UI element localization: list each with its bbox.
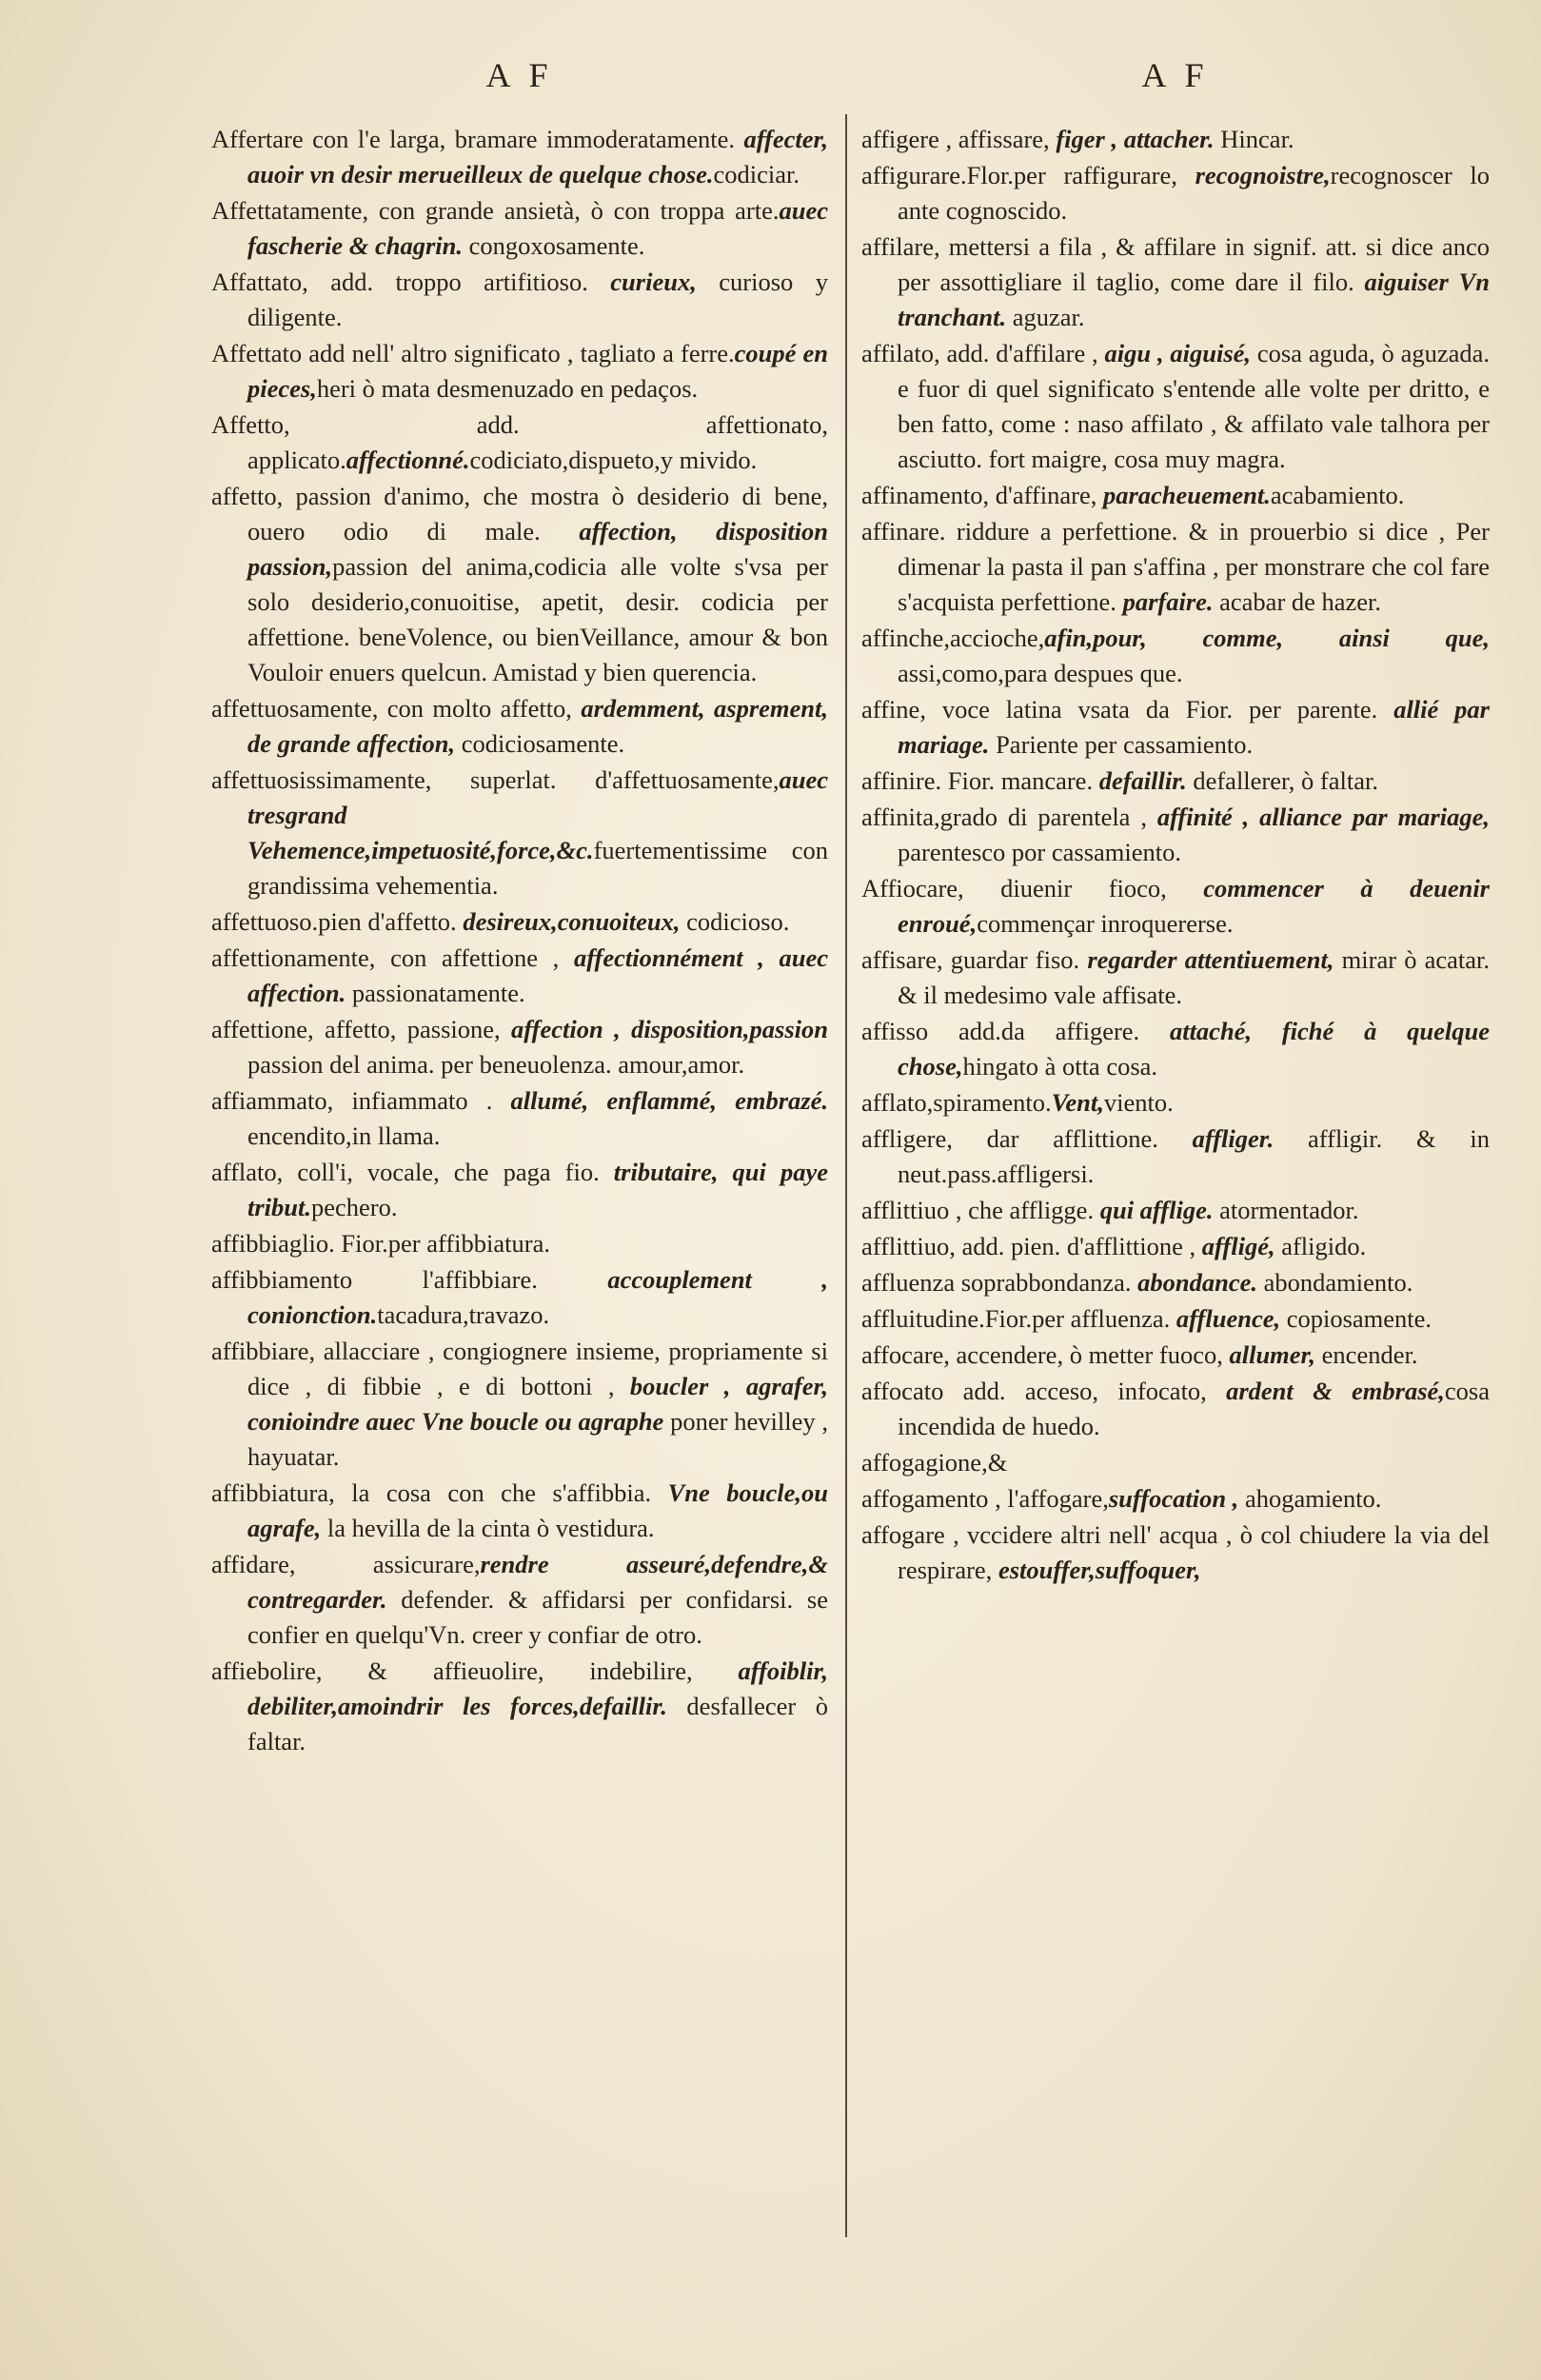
entry-headword: affogamento <box>861 1484 989 1513</box>
entry-spanish-gloss: codicioso. <box>680 907 790 936</box>
entry-definition: , dar afflittione. <box>946 1124 1193 1153</box>
entry-spanish-gloss: ahogamiento. <box>1238 1484 1382 1513</box>
dictionary-entry <box>861 1481 1490 1517</box>
entry-headword: affiammato <box>211 1086 327 1115</box>
entry-spanish-gloss: codiciosamente. <box>455 729 625 758</box>
entry-french-gloss: qui afflige. <box>1099 1196 1214 1224</box>
entry-definition: .pien d'affetto. <box>311 907 464 936</box>
dictionary-entry <box>211 1334 828 1475</box>
dictionary-entry <box>211 1012 828 1082</box>
entry-definition: ,accioche, <box>943 624 1045 652</box>
entry-spanish-gloss: acabar de hazer. <box>1213 587 1382 616</box>
entry-spanish-gloss: parentesco por cassamiento. <box>898 838 1182 866</box>
entry-french-gloss: accouplement , conionction. <box>247 1265 828 1329</box>
entry-french-gloss: defaillir. <box>1098 766 1187 795</box>
entry-definition: , la cosa con che s'affibbia. <box>328 1478 668 1507</box>
entry-french-gloss: affectionné. <box>346 446 470 474</box>
entry-spanish-gloss: hingato à otta cosa. <box>962 1052 1158 1081</box>
entry-spanish-gloss: pechero. <box>311 1193 398 1221</box>
entry-headword: Affettato <box>211 339 303 367</box>
entry-definition: , con affettione , <box>368 943 574 972</box>
entry-french-gloss: affection, disposition passion, <box>247 517 828 581</box>
entry-spanish-gloss: mirar ò acatar. & il medesimo vale affisate. <box>898 945 1490 1009</box>
entry-headword: affigurare <box>861 161 960 189</box>
entry-spanish-gloss: passion del anima. per beneuolenza. amour,amor. <box>247 1050 745 1079</box>
dictionary-entry <box>861 158 1490 228</box>
dictionary-entry <box>861 1265 1490 1300</box>
entry-headword: affinche <box>861 624 944 652</box>
dictionary-entry <box>211 1226 828 1261</box>
entry-french-gloss: affection , disposition,passion <box>511 1015 829 1043</box>
entry-headword: afflato <box>211 1158 277 1186</box>
dictionary-entry <box>861 478 1490 513</box>
entry-definition: . Fior. mancare. <box>935 766 1099 795</box>
entry-headword: affilato <box>861 339 935 367</box>
entry-spanish-gloss: abondamiento. <box>1257 1268 1413 1297</box>
entry-french-gloss: aigu , aiguisé, <box>1104 339 1252 367</box>
entry-french-gloss: tributaire, qui paye tribut. <box>247 1158 828 1221</box>
entry-spanish-gloss: codiciato,dispueto,y mivido. <box>469 446 758 474</box>
entry-headword: Affetto <box>211 410 285 439</box>
entry-french-gloss: allumer, <box>1229 1340 1316 1369</box>
entry-headword: affibbiamento <box>211 1265 353 1294</box>
left-column-header: A F <box>485 56 554 94</box>
entry-spanish-gloss: la hevilla de la cinta ò vestidura. <box>321 1514 655 1542</box>
entry-definition: , passion d'animo, che mostra ò desiderio di bene, ouero odio di male. <box>247 482 828 545</box>
entry-french-gloss: paracheuement. <box>1102 481 1271 509</box>
dictionary-entry <box>861 871 1490 942</box>
entry-french-gloss: Vent, <box>1051 1088 1104 1117</box>
entry-definition: ,grado di parentela , <box>934 803 1157 831</box>
dictionary-entry <box>861 1445 1490 1480</box>
dictionary-entry <box>211 1547 828 1653</box>
dictionary-entry <box>211 336 828 407</box>
entry-french-gloss: recognoistre, <box>1195 161 1331 189</box>
entry-spanish-gloss: passionatamente. <box>346 979 525 1007</box>
entry-french-gloss: aiguiser Vn tranchant. <box>898 268 1490 331</box>
entry-headword: affettuosamente <box>211 694 372 723</box>
entry-definition: , diuenir fioco, <box>958 874 1204 902</box>
entry-spanish-gloss: cosa aguda, ò aguzada. e fuor di quel significato s'entende alle volte per dritto, e ben fatto, come : naso affilato , & affilato vale talhora per asciutto. fort maigre, cosa muy magra. <box>898 339 1491 473</box>
entry-definition: , con molto affetto, <box>371 694 582 723</box>
dictionary-entry <box>861 1193 1490 1228</box>
entry-headword: affogagione <box>861 1448 982 1477</box>
entry-spanish-gloss: poner hevilley , hayuatar. <box>247 1407 829 1471</box>
entry-definition: add nell' altro significato , tagliato a ferre. <box>302 339 735 367</box>
entry-french-gloss: figer , attacher. <box>1056 125 1215 153</box>
dictionary-entry <box>211 691 828 762</box>
dictionary-entry <box>861 1085 1490 1121</box>
entry-french-gloss: allié par mariage. <box>898 695 1490 759</box>
entry-french-gloss: parfaire. <box>1122 587 1214 616</box>
entry-french-gloss: affligé, <box>1201 1232 1275 1260</box>
entry-french-gloss: rendre asseuré,defendre,& contregarder. <box>247 1550 828 1614</box>
entry-definition: , voce latina vsata da Fior. per parente. <box>919 695 1394 724</box>
dictionary-entry <box>211 193 828 264</box>
entry-definition: , coll'i, vocale, che paga fio. <box>276 1158 614 1186</box>
entry-headword: affettuoso <box>211 907 312 936</box>
entry-definition: con l'e larga, bramare immoderatamente. <box>303 125 744 153</box>
entry-definition: , affissare, <box>938 125 1057 153</box>
dictionary-entry <box>861 1517 1490 1588</box>
entry-headword: afflittiuo <box>861 1196 950 1224</box>
dictionary-entry <box>211 265 828 335</box>
entry-headword: affilare <box>861 232 935 261</box>
dictionary-entry <box>861 1301 1490 1337</box>
entry-headword: afflato <box>861 1088 927 1117</box>
dictionary-entry <box>861 1121 1490 1192</box>
entry-definition: . riddure a perfettione. & in prouerbio si dice , Per dimenar la pasta il pan s'affina , per monstrare che col fare s'acquista perfettione. <box>898 517 1490 616</box>
entry-spanish-gloss: congoxosamente. <box>463 231 645 260</box>
entry-spanish-gloss: tacadura,travazo. <box>377 1300 550 1329</box>
entry-spanish-gloss: Hincar. <box>1214 125 1294 153</box>
entry-definition: , assicurare, <box>288 1550 481 1578</box>
column-divider <box>845 114 847 2237</box>
entry-spanish-gloss: commençar inroquererse. <box>977 909 1234 938</box>
entry-headword: affocato <box>861 1377 944 1405</box>
entry-headword: affibbiatura <box>211 1478 329 1507</box>
right-entry-list <box>861 122 1490 1588</box>
entry-spanish-gloss: recognoscer lo ante cognoscido. <box>898 161 1491 225</box>
entry-definition: l'affibbiare. <box>352 1265 608 1294</box>
entry-french-gloss: suffocation , <box>1108 1484 1239 1513</box>
entry-definition: , add. troppo artifitioso. <box>302 268 611 296</box>
entry-spanish-gloss: afligido. <box>1274 1232 1367 1260</box>
entry-french-gloss: estouffer,suffoquer, <box>998 1556 1201 1584</box>
dictionary-entry <box>861 942 1490 1013</box>
left-entry-list <box>211 122 828 1759</box>
entry-headword: affettuosissimamente <box>211 765 425 794</box>
left-column <box>211 55 828 1760</box>
entry-spanish-gloss: aguzar. <box>1006 303 1085 331</box>
entry-headword: affetto <box>211 482 277 510</box>
entry-spanish-gloss: assi,como,para despues que. <box>898 659 1183 687</box>
entry-spanish-gloss: passion del anima,codicia alle volte s'vsa per solo desiderio,conuoitise, apetit, desir. codicia per affettione. beneVolence, ou bienVeillance, amour & bon Vouloir enuers quelcun. Amistad y bien querencia. <box>247 552 828 686</box>
entry-headword: affettionamente <box>211 943 369 972</box>
entry-spanish-gloss: acabamiento. <box>1270 481 1405 509</box>
entry-definition: ,& <box>981 1448 1008 1477</box>
entry-definition: . Fior.per affibbiatura. <box>328 1229 550 1258</box>
entry-french-gloss: affliger. <box>1192 1124 1274 1153</box>
entry-headword: affisare <box>861 945 937 974</box>
dictionary-entry <box>211 1155 828 1225</box>
entry-definition: , vccidere altri nell' acqua , ò col chiudere la via del respirare, <box>898 1520 1490 1584</box>
entry-french-gloss: curieux, <box>610 268 697 296</box>
entry-spanish-gloss: desfallecer ò faltar. <box>247 1692 829 1755</box>
entry-french-gloss: abondance. <box>1137 1268 1258 1297</box>
entry-headword: affinamento <box>861 481 983 509</box>
entry-french-gloss: ardemment, asprement, de grande affection, <box>247 694 828 758</box>
entry-definition: , d'affinare, <box>982 481 1103 509</box>
dictionary-entry <box>211 904 828 940</box>
dictionary-entry <box>211 1476 828 1546</box>
entry-french-gloss: affluence, <box>1176 1304 1281 1333</box>
entry-headword: affluenza <box>861 1268 956 1297</box>
entry-definition: , con grande ansietà, ò con troppa arte. <box>362 196 780 225</box>
dictionary-entry <box>211 941 828 1011</box>
entry-definition: , allacciare , congiognere insieme, propriamente si dice , di fibbie , e di bottoni , <box>247 1337 828 1400</box>
entry-definition: , superlat. d'affettuosamente, <box>425 765 780 794</box>
dictionary-entry <box>861 1338 1490 1373</box>
entry-headword: affisso <box>861 1017 929 1045</box>
entry-headword: affinire <box>861 766 936 795</box>
dictionary-entry <box>211 407 828 478</box>
entry-spanish-gloss: defender. & affidarsi per confidarsi. se confier en quelqu'Vn. creer y confiar de otro. <box>247 1585 828 1649</box>
entry-definition: , add. pien. d'afflittione , <box>949 1232 1202 1260</box>
entry-french-gloss: attaché, fiché à quelque chose, <box>898 1017 1490 1081</box>
entry-spanish-gloss: atormentador. <box>1213 1196 1359 1224</box>
right-column-header: A F <box>1141 56 1210 94</box>
entry-headword: affluitudine <box>861 1304 979 1333</box>
entry-spanish-gloss: encender. <box>1315 1340 1418 1369</box>
dictionary-entry <box>211 479 828 690</box>
dictionary-entry <box>861 764 1490 799</box>
entry-headword: affigere <box>861 125 939 153</box>
entry-headword: affinita <box>861 803 935 831</box>
entry-french-gloss: auec tresgrand Vehemence,impetuosité,force,&c. <box>247 765 828 864</box>
dictionary-entry <box>211 1083 828 1154</box>
entry-french-gloss: desireux,conuoiteux, <box>463 907 681 936</box>
dictionary-entry <box>861 229 1490 335</box>
entry-french-gloss: auec fascherie & chagrin. <box>247 196 828 260</box>
dictionary-entry <box>861 621 1490 691</box>
entry-spanish-gloss: copiosamente. <box>1280 1304 1432 1333</box>
entry-definition: add.da affigere. <box>928 1017 1170 1045</box>
entry-definition: , accendere, ò metter fuoco, <box>943 1340 1230 1369</box>
dictionary-entry <box>211 122 828 192</box>
entry-spanish-gloss: Pariente per cassamiento. <box>989 730 1254 759</box>
entry-french-gloss: coupé en pieces, <box>247 339 828 403</box>
entry-headword: Affiocare <box>861 874 958 902</box>
entry-spanish-gloss: curioso y diligente. <box>247 268 828 331</box>
entry-definition: , che affligge. <box>949 1196 1100 1224</box>
entry-headword: affligere <box>861 1124 947 1153</box>
entry-french-gloss: affoiblir, debiliter,amoindrir les forces,defaillir. <box>247 1656 828 1720</box>
entry-spanish-gloss: defallerer, ò faltar. <box>1186 766 1378 795</box>
dictionary-entry <box>861 800 1490 870</box>
right-column <box>861 55 1490 1589</box>
entry-definition: add. acceso, infocato, <box>943 1377 1227 1405</box>
entry-headword: affine <box>861 695 920 724</box>
entry-french-gloss: ardent & embrasé, <box>1226 1377 1445 1405</box>
entry-definition: soprabbondanza. <box>955 1268 1138 1297</box>
dictionary-entry <box>861 514 1490 620</box>
entry-definition: .Flor.per raffigurare, <box>959 161 1195 189</box>
entry-spanish-gloss: cosa incendida de huedo. <box>898 1377 1490 1440</box>
entry-definition: , affetto, passione, <box>307 1015 512 1043</box>
entry-headword: afflittiuo <box>861 1232 950 1260</box>
entry-spanish-gloss: viento. <box>1103 1088 1174 1117</box>
entry-french-gloss: affecter, auoir vn desir merueilleux de quelque chose. <box>247 125 828 188</box>
dictionary-entry <box>861 122 1490 157</box>
entry-headword: affettione <box>211 1015 308 1043</box>
entry-french-gloss: affinité , alliance par mariage, <box>1156 803 1490 831</box>
entry-definition: , add. d'affilare , <box>934 339 1105 367</box>
entry-headword: Affattato <box>211 268 303 296</box>
entry-spanish-gloss: encendito,in llama. <box>247 1121 441 1150</box>
entry-headword: affidare <box>211 1550 289 1578</box>
dictionary-entry <box>861 1014 1490 1084</box>
entry-headword: affogare <box>861 1520 945 1549</box>
entry-definition: , infiammato . <box>326 1086 511 1115</box>
entry-headword: affiebolire <box>211 1656 316 1685</box>
entry-french-gloss: allumé, enflammé, embrazé. <box>510 1086 828 1115</box>
entry-french-gloss: Vne boucle,ou agrafe, <box>247 1478 828 1542</box>
entry-spanish-gloss: heri ò mata desmenuzado en pedaços. <box>316 374 699 403</box>
entry-french-gloss: boucler , agrafer, conioindre auec Vne boucle ou agraphe <box>247 1372 829 1436</box>
entry-french-gloss: afin,pour, comme, ainsi que, <box>1044 624 1490 652</box>
entry-definition: , guardar fiso. <box>936 945 1088 974</box>
dictionary-entry <box>211 763 828 903</box>
entry-spanish-gloss: fuertementissime con grandissima vehementia. <box>247 836 828 900</box>
entry-headword: affibbiaglio <box>211 1229 329 1258</box>
entry-spanish-gloss: codiciar. <box>713 160 800 188</box>
entry-headword: Affettatamente <box>211 196 363 225</box>
dictionary-entry <box>211 1654 828 1759</box>
entry-french-gloss: commencer à deuenir enroué, <box>898 874 1490 938</box>
entry-headword: affocare <box>861 1340 944 1369</box>
dictionary-entry <box>861 1374 1490 1444</box>
dictionary-entry <box>861 692 1490 763</box>
entry-french-gloss: affectionnément , auec affection. <box>247 943 828 1007</box>
entry-headword: affibbiare <box>211 1337 309 1365</box>
entry-spanish-gloss: affligir. & in neut.pass.affligersi. <box>898 1124 1490 1188</box>
entry-definition: , l'affogare, <box>988 1484 1109 1513</box>
entry-definition: .Fior.per affluenza. <box>978 1304 1176 1333</box>
entry-french-gloss: regarder attentiuement, <box>1087 945 1334 974</box>
entry-headword: Affertare <box>211 125 304 153</box>
entry-definition: , add. affettionato, applicato. <box>247 410 828 474</box>
entry-definition: , & affieuolire, indebilire, <box>315 1656 739 1685</box>
dictionary-entry <box>861 1229 1490 1264</box>
entry-headword: affinare <box>861 517 939 545</box>
dictionary-entry <box>861 336 1490 477</box>
entry-definition: ,spiramento. <box>926 1088 1052 1117</box>
dictionary-entry <box>211 1262 828 1333</box>
entry-definition: , mettersi a fila , & affilare in signif. att. si dice anco per assottigliare il taglio, come dare il filo. <box>898 232 1490 296</box>
